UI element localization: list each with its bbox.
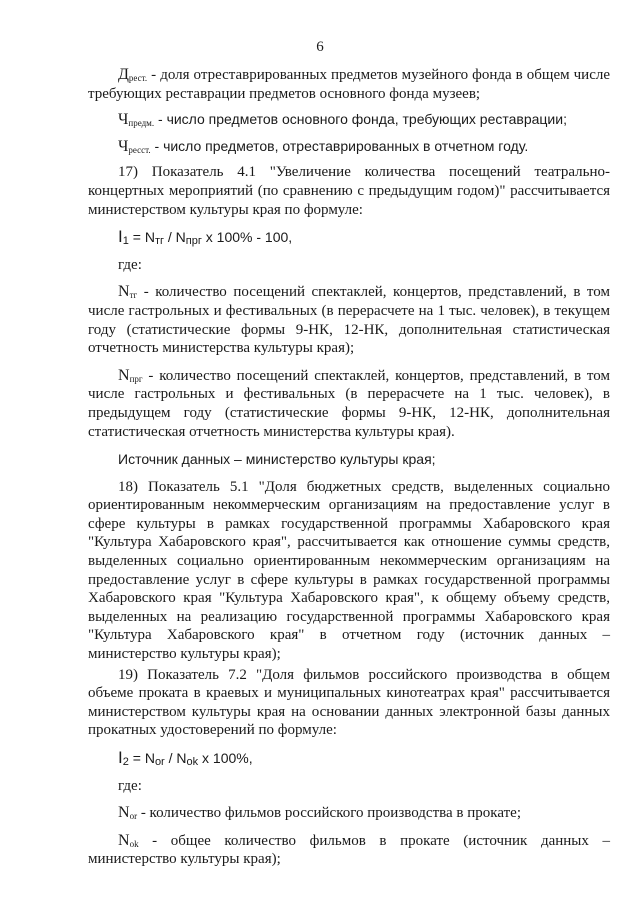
page-body [88, 66, 610, 869]
indicator-17-paragraph: 17) Показатель 4.1 "Увеличение количества посещений театрально-концертных мероприятий (по сравнению с предыдущим годом)" рассчитывается министерством культуры края по формуле: [88, 164, 610, 218]
definition-ch-resst: $Ч_{ресст.}$ - число предметов, отреставрированных в отчетном году. [118, 137, 529, 155]
definition-n-prg: $N_{прг}$ - количество посещений спектаклей, концертов, представлений, в том числе гастрольных и фестивальных (в перерасчете на 1 тыс. человек), в предыдущем году (статистические формы 9-НК, 12-НК, дополнительная статистическая отчетность министерства культуры края). [88, 366, 610, 440]
where-label: где: [118, 256, 142, 273]
definition-d-rest: $Д_{рест.}$ - доля отреставрированных предметов музейного фонда в общем числе требующих реставрации предметов основного фонда музеев; [88, 66, 610, 102]
data-source-line: Источник данных – министерство культуры края; [118, 451, 436, 468]
indicator-18-paragraph: 18) Показатель 5.1 "Доля бюджетных средств, выделенных социально ориентированным некоммерческим организациям на предоставление услуг в сфере культуры в рамках государственной программы Хабаровского края "Культура Хабаровского края", рассчитывается как отношение суммы средств, выделенных социально ориентированным некоммерческим организациям на предоставление услуг в сфере культуры в рамках государственной программы Хабаровского края "Культура Хабаровского края", к общему объему средств, выделенных на реализацию государственной программы Хабаровского края "Культура Хабаровского края" в отчетном году (источник данных – министерство культуры края); [88, 478, 610, 663]
definition-n-or: $N_{or}$ - количество фильмов российского производства в прокате; [118, 804, 522, 822]
definition-n-ok: $N_{ok}$ - общее количество фильмов в прокате (источник данных – министерство культуры края); [88, 831, 610, 868]
where-label-2: где: [118, 777, 142, 794]
page-number: 6 [316, 39, 324, 55]
formula-i1: $I_1 = N_{тг} / N_{прг}$ x 100% - 100, [118, 227, 293, 248]
definition-n-tg: $N_{тг}$ - количество посещений спектаклей, концертов, представлений, в том числе гастрольных и фестивальных (в перерасчете на 1 тыс. человек), в текущем году (статистические формы 9-НК, 12-НК, дополнительная статистическая отчетность министерства культуры края); [88, 283, 610, 357]
indicator-19-paragraph: 19) Показатель 7.2 "Доля фильмов российского производства в общем объеме проката в краевых и муниципальных кинотеатрах края" рассчитывается министерством культуры края на основании данных электронной базы данных прокатных удостоверений по формуле: [88, 666, 610, 739]
formula-i2: $I_2 = N_{or} / N_{ok}$ x 100%, [118, 748, 253, 768]
definition-ch-predm: $Ч_{предм.}$ - число предметов основного фонда, требующих реставрации; [118, 111, 567, 129]
